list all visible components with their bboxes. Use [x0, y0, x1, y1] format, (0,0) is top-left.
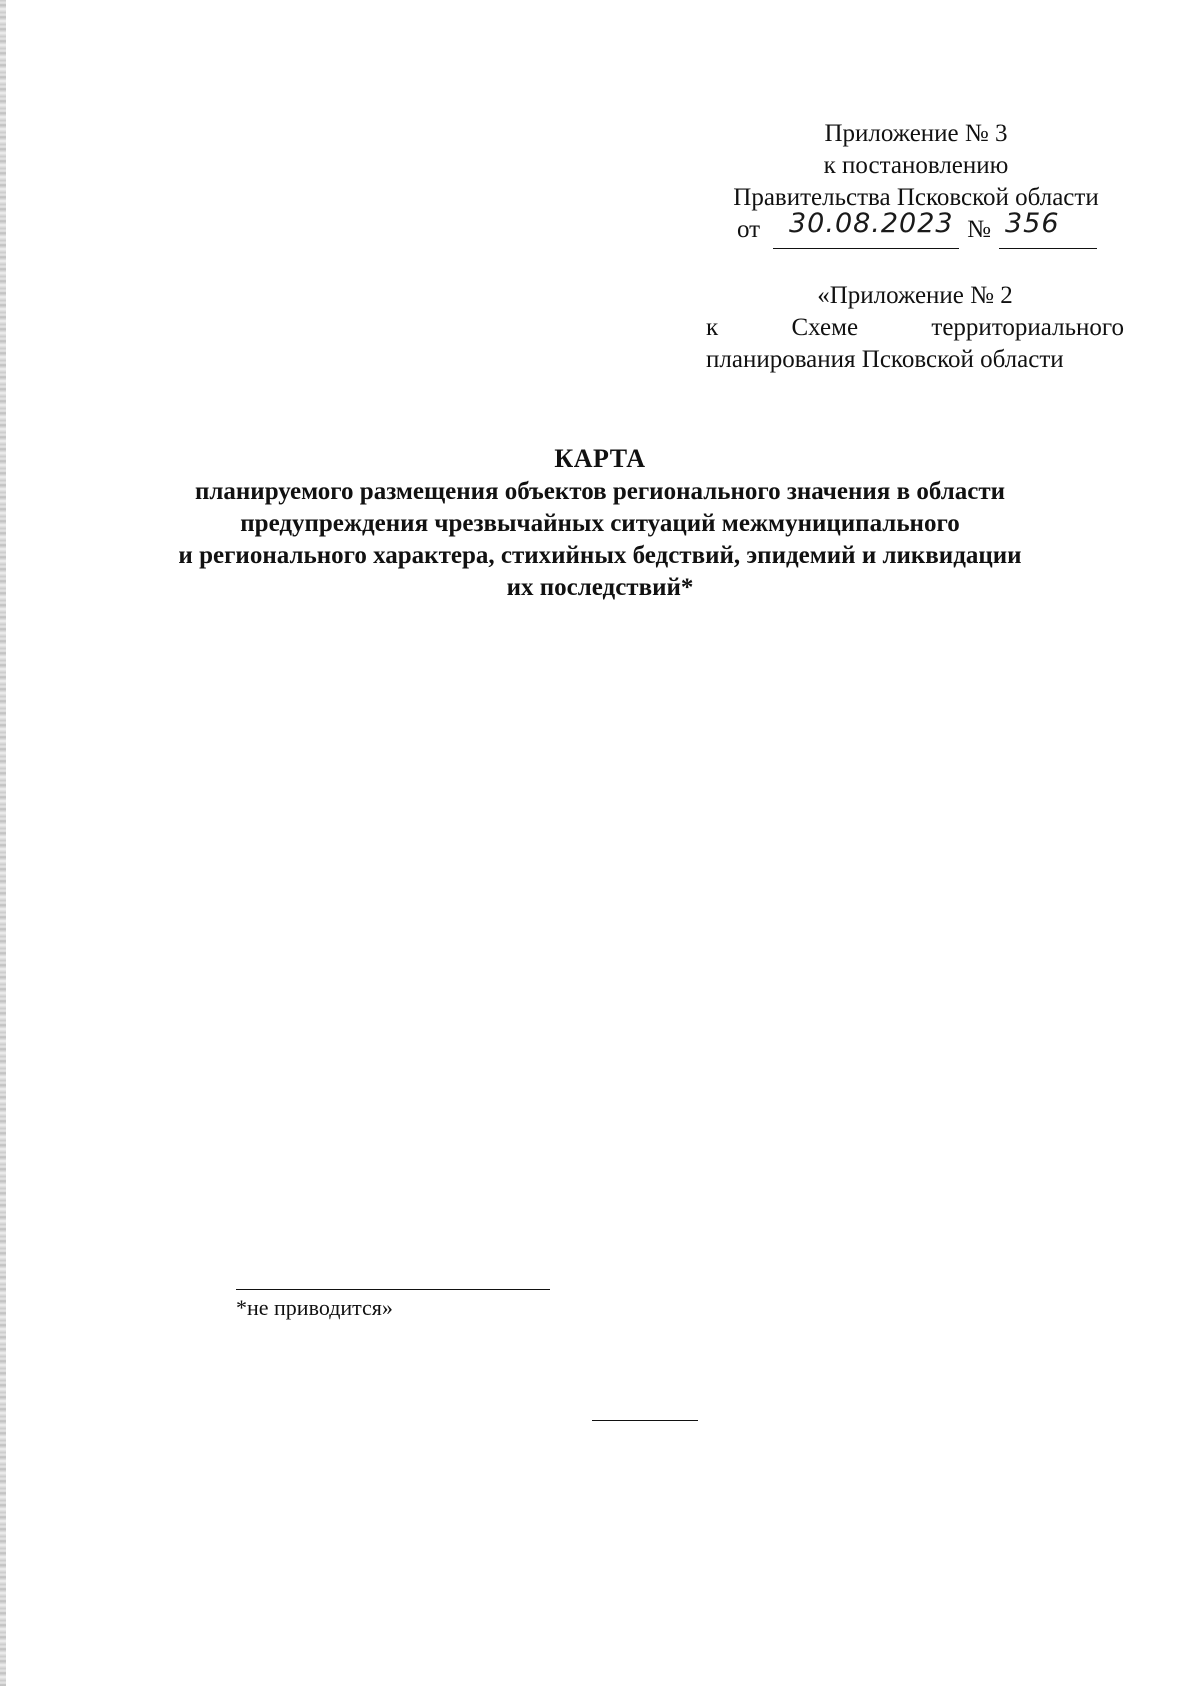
- map-title: КАРТА: [554, 444, 646, 473]
- footnote-separator: [236, 1289, 550, 1290]
- handwritten-date: 30.08.2023: [789, 208, 954, 239]
- heading-line-4: их последствий*: [506, 574, 694, 601]
- scan-edge-artifact: [0, 0, 6, 1686]
- heading-line-3: и регионального характера, стихийных бедствий, эпидемий и ликвидации: [178, 542, 1022, 569]
- handwritten-number: 356: [1005, 208, 1060, 239]
- annex-2-header: [706, 280, 1124, 376]
- annex-3-header: [706, 118, 1126, 214]
- map-heading: [100, 442, 1100, 604]
- annex-2-title: «Приложение № 2: [817, 282, 1013, 309]
- date-prefix: от: [737, 216, 761, 243]
- date-field: [773, 208, 959, 249]
- resolution-date-number: [737, 208, 1137, 250]
- closing-rule: [592, 1420, 698, 1421]
- heading-line-1: планируемого размещения объектов регионального значения в области: [194, 478, 1006, 505]
- annex-3-government: Правительства Псковской области: [733, 184, 1099, 211]
- footnote-text: *не приводится»: [236, 1295, 393, 1320]
- annex-3-title: Приложение № 3: [824, 120, 1008, 147]
- annex-2-planning: планирования Псковской области: [706, 346, 1064, 373]
- annex-2-scheme: к Схеме территориального: [706, 314, 1124, 341]
- number-sign: №: [967, 216, 991, 243]
- number-field: [999, 208, 1097, 249]
- heading-line-2: предупреждения чрезвычайных ситуаций межмуниципального: [240, 510, 960, 537]
- annex-3-to-resolution: к постановлению: [823, 152, 1009, 179]
